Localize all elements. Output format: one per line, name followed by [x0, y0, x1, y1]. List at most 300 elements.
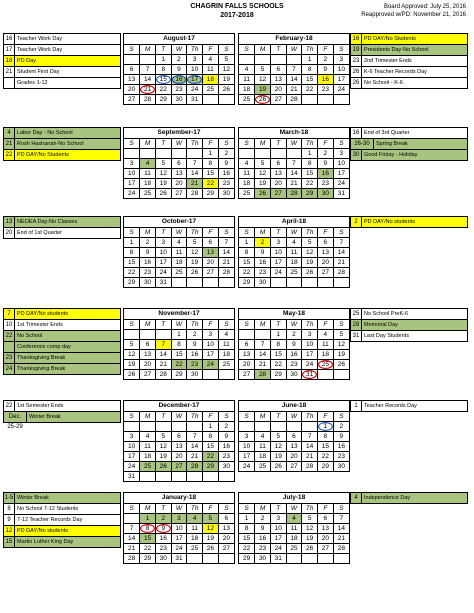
day-cell: 18: [140, 452, 156, 462]
note-date: 17: [4, 45, 15, 55]
note-text: Winter Break: [17, 495, 49, 501]
weekday-header: M: [140, 320, 156, 330]
day-cell: [239, 55, 255, 65]
day-cell: 27: [218, 544, 234, 554]
weekday-header: S: [124, 320, 140, 330]
note-date: 1-5: [4, 495, 14, 501]
day-cell: 29: [140, 554, 156, 564]
day-cell: [318, 278, 334, 288]
day-cell: 26: [155, 189, 171, 199]
day-cell: 5: [255, 65, 271, 75]
weekday-header: Th: [187, 412, 203, 422]
weekday-header: W: [286, 45, 302, 55]
day-cell: 13: [124, 75, 140, 85]
day-cell: 10: [171, 524, 187, 534]
note-text: Last Day Students: [364, 333, 409, 339]
note-text: Memorial Day: [364, 322, 398, 328]
day-cell: [286, 554, 302, 564]
day-cell: 30: [333, 462, 349, 472]
day-cell: 9: [255, 248, 271, 258]
weekday-header: T: [155, 504, 171, 514]
note-text: Thanksgiving Break: [17, 366, 66, 372]
month-title: July-18: [239, 493, 349, 504]
note-date: 24: [4, 364, 15, 374]
day-cell: 22: [203, 452, 219, 462]
day-cell: 28: [302, 462, 318, 472]
day-cell: 5: [218, 55, 234, 65]
month-title: October-17: [124, 217, 234, 228]
day-cell: [302, 554, 318, 564]
day-cell: 22: [239, 268, 255, 278]
day-cell: 18: [218, 350, 234, 360]
month-march-18: [238, 127, 350, 199]
note-text: PD DAY/No Students: [364, 36, 416, 42]
day-cell: 26: [302, 268, 318, 278]
note-date: 21: [4, 67, 15, 77]
weekday-header: Th: [187, 504, 203, 514]
day-cell: 7: [333, 238, 349, 248]
day-cell: 1: [302, 149, 318, 159]
month-title: January-18: [124, 493, 234, 504]
day-cell: 18: [187, 534, 203, 544]
day-cell: [218, 95, 234, 105]
day-cell: [270, 55, 286, 65]
note-row: [4, 45, 120, 56]
day-cell: 31: [333, 189, 349, 199]
note-text: Good Friday - Holiday: [364, 152, 418, 158]
note-row: [351, 150, 467, 160]
day-cell: [203, 95, 219, 105]
day-cell: 9: [218, 432, 234, 442]
day-cell: 22: [140, 544, 156, 554]
day-cell: 25: [140, 462, 156, 472]
note-date: Dec. 25-29: [4, 412, 27, 422]
day-cell: 1: [155, 55, 171, 65]
note-row: [4, 320, 120, 331]
day-cell: 15: [302, 169, 318, 179]
day-cell: 22: [155, 85, 171, 95]
note-text: PD DAY/No students: [17, 528, 68, 534]
note-text: Winter Break: [29, 414, 61, 420]
day-cell: 15: [155, 75, 171, 85]
day-cell: [333, 278, 349, 288]
day-cell: 11: [140, 442, 156, 452]
day-cell: 17: [155, 258, 171, 268]
day-cell: 17: [333, 169, 349, 179]
weekday-header: W: [171, 320, 187, 330]
day-cell: 15: [140, 534, 156, 544]
day-cell: 5: [302, 514, 318, 524]
weekday-header: Th: [187, 320, 203, 330]
day-cell: [318, 370, 334, 380]
day-cell: 10: [333, 159, 349, 169]
day-cell: 2: [333, 422, 349, 432]
note-row: [4, 412, 120, 430]
day-cell: 8: [302, 65, 318, 75]
day-cell: [239, 330, 255, 340]
day-cell: 4: [318, 330, 334, 340]
note-row: [4, 217, 120, 228]
day-cell: [333, 554, 349, 564]
weekday-header: S: [218, 45, 234, 55]
note-row: [4, 537, 120, 547]
day-cell: 29: [155, 95, 171, 105]
day-cell: 29: [270, 370, 286, 380]
day-cell: 3: [171, 514, 187, 524]
day-cell: 20: [171, 179, 187, 189]
day-cell: 31: [124, 472, 140, 482]
day-cell: 19: [124, 360, 140, 370]
day-cell: 5: [333, 330, 349, 340]
day-cell: 14: [155, 350, 171, 360]
day-cell: 20: [270, 85, 286, 95]
day-cell: 27: [286, 462, 302, 472]
day-cell: 23: [155, 544, 171, 554]
weekday-header: Th: [302, 45, 318, 55]
day-cell: 7: [187, 159, 203, 169]
day-cell: 23: [187, 360, 203, 370]
day-cell: 9: [286, 340, 302, 350]
day-cell: 17: [270, 534, 286, 544]
day-cell: [255, 55, 271, 65]
day-cell: 3: [124, 432, 140, 442]
weekday-header: M: [140, 228, 156, 238]
day-cell: 5: [187, 238, 203, 248]
day-cell: 14: [218, 248, 234, 258]
day-cell: 17: [270, 258, 286, 268]
day-cell: 1: [239, 238, 255, 248]
day-cell: 15: [239, 534, 255, 544]
weekday-header: M: [255, 228, 271, 238]
day-cell: 11: [203, 65, 219, 75]
day-cell: 11: [318, 340, 334, 350]
day-cell: 23: [333, 452, 349, 462]
day-cell: [318, 554, 334, 564]
note-date: 4: [351, 493, 362, 503]
note-text: PD DAY/No Students: [17, 152, 69, 158]
day-cell: 23: [171, 85, 187, 95]
day-cell: 9: [187, 340, 203, 350]
left-notes-block: [3, 492, 121, 548]
day-cell: 18: [239, 179, 255, 189]
day-cell: 29: [239, 554, 255, 564]
weekday-header: S: [239, 45, 255, 55]
approved-date: Board Approved: July 25, 2016: [383, 4, 466, 10]
weekday-header: M: [255, 412, 271, 422]
day-cell: 4: [187, 514, 203, 524]
day-cell: 19: [203, 534, 219, 544]
day-cell: 8: [140, 524, 156, 534]
note-date: 2: [351, 217, 362, 227]
day-cell: 19: [302, 258, 318, 268]
day-cell: 18: [140, 179, 156, 189]
day-cell: 2: [218, 149, 234, 159]
day-cell: 10: [187, 65, 203, 75]
day-cell: 20: [124, 85, 140, 95]
day-cell: 27: [171, 462, 187, 472]
day-cell: 21: [124, 544, 140, 554]
month-title: April-18: [239, 217, 349, 228]
day-cell: 23: [318, 85, 334, 95]
day-cell: 5: [203, 514, 219, 524]
note-text: 7-12 Teacher Records Day: [17, 517, 83, 523]
day-cell: [270, 422, 286, 432]
day-cell: 27: [203, 268, 219, 278]
day-cell: 4: [140, 159, 156, 169]
day-cell: 4: [255, 432, 271, 442]
day-cell: [155, 422, 171, 432]
day-cell: 13: [239, 350, 255, 360]
weekday-header: S: [239, 320, 255, 330]
note-row: [4, 364, 120, 374]
day-cell: 12: [255, 169, 271, 179]
day-cell: 28: [333, 544, 349, 554]
day-cell: 1: [124, 238, 140, 248]
day-cell: [171, 472, 187, 482]
day-cell: 8: [239, 524, 255, 534]
day-cell: 1: [203, 149, 219, 159]
day-cell: 26: [270, 462, 286, 472]
day-cell: 3: [124, 159, 140, 169]
note-row: [351, 493, 467, 503]
note-row: [4, 67, 120, 78]
note-date: 22: [4, 150, 15, 160]
weekday-header: S: [333, 228, 349, 238]
day-cell: 12: [255, 75, 271, 85]
day-cell: 29: [124, 278, 140, 288]
day-cell: 13: [286, 442, 302, 452]
month-may-18: [238, 308, 350, 380]
day-cell: 9: [218, 159, 234, 169]
weekday-header: Th: [302, 412, 318, 422]
day-cell: [124, 514, 140, 524]
weekday-header: W: [286, 228, 302, 238]
day-cell: 27: [239, 370, 255, 380]
day-cell: 6: [140, 340, 156, 350]
right-notes-block: [350, 216, 468, 228]
day-cell: [187, 554, 203, 564]
day-cell: 1: [302, 55, 318, 65]
day-cell: 13: [218, 524, 234, 534]
day-cell: 14: [286, 169, 302, 179]
day-cell: 17: [124, 179, 140, 189]
day-cell: 24: [171, 544, 187, 554]
day-cell: 6: [124, 65, 140, 75]
day-cell: 28: [286, 95, 302, 105]
day-cell: 12: [302, 248, 318, 258]
day-cell: [333, 370, 349, 380]
day-cell: 9: [333, 432, 349, 442]
note-text: Conference comp day: [17, 344, 71, 350]
note-text: Student First Day: [17, 69, 60, 75]
day-cell: 17: [302, 350, 318, 360]
day-cell: [203, 278, 219, 288]
day-cell: [124, 330, 140, 340]
weekday-header: M: [255, 320, 271, 330]
day-cell: [270, 149, 286, 159]
day-cell: 12: [187, 248, 203, 258]
day-cell: 11: [255, 442, 271, 452]
day-cell: 24: [203, 360, 219, 370]
day-cell: [286, 55, 302, 65]
day-cell: 29: [203, 189, 219, 199]
day-cell: 17: [239, 452, 255, 462]
note-date: 23: [351, 56, 362, 66]
day-cell: [333, 95, 349, 105]
day-cell: 26: [302, 544, 318, 554]
weekday-header: T: [155, 45, 171, 55]
month-april-18: [238, 216, 350, 288]
note-date: 26: [351, 78, 362, 88]
day-cell: 11: [171, 248, 187, 258]
weekday-header: Th: [302, 228, 318, 238]
day-cell: 31: [270, 554, 286, 564]
day-cell: 5: [270, 432, 286, 442]
day-cell: 10: [124, 442, 140, 452]
day-cell: 18: [318, 350, 334, 360]
day-cell: 10: [203, 340, 219, 350]
day-cell: 21: [286, 85, 302, 95]
day-cell: 7: [286, 65, 302, 75]
day-cell: 21: [302, 452, 318, 462]
day-cell: 8: [203, 159, 219, 169]
reapproved-date: Reapproved w/PD: November 21, 2016: [361, 12, 466, 18]
day-cell: 5: [155, 432, 171, 442]
day-cell: 8: [270, 340, 286, 350]
note-row: [4, 515, 120, 526]
weekday-header: T: [270, 45, 286, 55]
day-cell: 23: [255, 268, 271, 278]
note-text: PD DAY/No students: [17, 311, 68, 317]
day-cell: 24: [187, 85, 203, 95]
day-cell: 19: [218, 75, 234, 85]
day-cell: 12: [155, 442, 171, 452]
day-cell: 24: [239, 462, 255, 472]
weekday-header: S: [333, 45, 349, 55]
day-cell: 28: [255, 370, 271, 380]
note-row: [4, 309, 120, 320]
day-cell: 4: [286, 514, 302, 524]
day-cell: 7: [124, 524, 140, 534]
day-cell: 16: [333, 442, 349, 452]
day-cell: 20: [171, 452, 187, 462]
day-cell: 25: [239, 189, 255, 199]
day-cell: 21: [187, 452, 203, 462]
day-cell: 6: [171, 159, 187, 169]
note-row: [351, 331, 467, 341]
month-title: September-17: [124, 128, 234, 139]
weekday-header: S: [333, 139, 349, 149]
day-cell: 14: [140, 75, 156, 85]
day-cell: 10: [124, 169, 140, 179]
day-cell: [187, 149, 203, 159]
weekday-header: M: [255, 139, 271, 149]
day-cell: 21: [140, 85, 156, 95]
day-cell: 24: [270, 544, 286, 554]
day-cell: 31: [302, 370, 318, 380]
day-cell: 8: [155, 65, 171, 75]
day-cell: 15: [124, 258, 140, 268]
day-cell: 22: [302, 179, 318, 189]
day-cell: 4: [239, 159, 255, 169]
note-text: Thanksgiving Break: [17, 355, 66, 361]
day-cell: 20: [203, 258, 219, 268]
day-cell: 24: [333, 85, 349, 95]
weekday-header: M: [255, 45, 271, 55]
note-text: Teacher Work Day: [17, 47, 63, 53]
day-cell: 19: [270, 452, 286, 462]
note-date: 30: [351, 150, 362, 160]
note-date: 18: [4, 56, 15, 66]
day-cell: 13: [203, 248, 219, 258]
day-cell: 2: [318, 55, 334, 65]
day-cell: [286, 278, 302, 288]
weekday-header: F: [318, 412, 334, 422]
day-cell: 15: [270, 350, 286, 360]
school-year: 2017-2018: [220, 12, 254, 19]
day-cell: 15: [171, 350, 187, 360]
weekday-header: T: [270, 139, 286, 149]
note-row: [351, 56, 467, 67]
day-cell: [140, 422, 156, 432]
day-cell: 16: [318, 75, 334, 85]
day-cell: 16: [155, 534, 171, 544]
day-cell: 19: [155, 452, 171, 462]
day-cell: 20: [218, 534, 234, 544]
day-cell: 7: [140, 65, 156, 75]
weekday-header: Th: [302, 139, 318, 149]
weekday-header: Th: [302, 320, 318, 330]
day-cell: [124, 422, 140, 432]
day-cell: 26: [218, 85, 234, 95]
day-cell: 20: [270, 179, 286, 189]
day-cell: [286, 149, 302, 159]
day-cell: 24: [270, 268, 286, 278]
weekday-header: S: [333, 412, 349, 422]
weekday-header: S: [124, 45, 140, 55]
day-cell: 28: [155, 370, 171, 380]
day-cell: 12: [203, 524, 219, 534]
day-cell: [218, 370, 234, 380]
day-cell: 28: [140, 95, 156, 105]
day-cell: 7: [218, 238, 234, 248]
left-notes-block: [3, 216, 121, 239]
weekday-header: S: [239, 139, 255, 149]
day-cell: 26: [187, 268, 203, 278]
note-date: 7: [4, 309, 15, 319]
note-text: Independence Day: [364, 495, 411, 501]
day-cell: 27: [318, 544, 334, 554]
day-cell: 8: [239, 248, 255, 258]
day-cell: 11: [218, 340, 234, 350]
day-cell: 29: [239, 278, 255, 288]
weekday-header: T: [270, 228, 286, 238]
weekday-header: S: [218, 412, 234, 422]
day-cell: 22: [124, 268, 140, 278]
weekday-header: S: [333, 504, 349, 514]
day-cell: 7: [155, 340, 171, 350]
note-date: 22: [4, 331, 15, 341]
note-row: [351, 401, 467, 411]
day-cell: 8: [318, 432, 334, 442]
day-cell: [203, 370, 219, 380]
day-cell: 11: [187, 524, 203, 534]
day-cell: 15: [239, 258, 255, 268]
day-cell: 19: [255, 179, 271, 189]
day-cell: 13: [140, 350, 156, 360]
note-date: 28: [351, 320, 362, 330]
note-row: [351, 78, 467, 88]
